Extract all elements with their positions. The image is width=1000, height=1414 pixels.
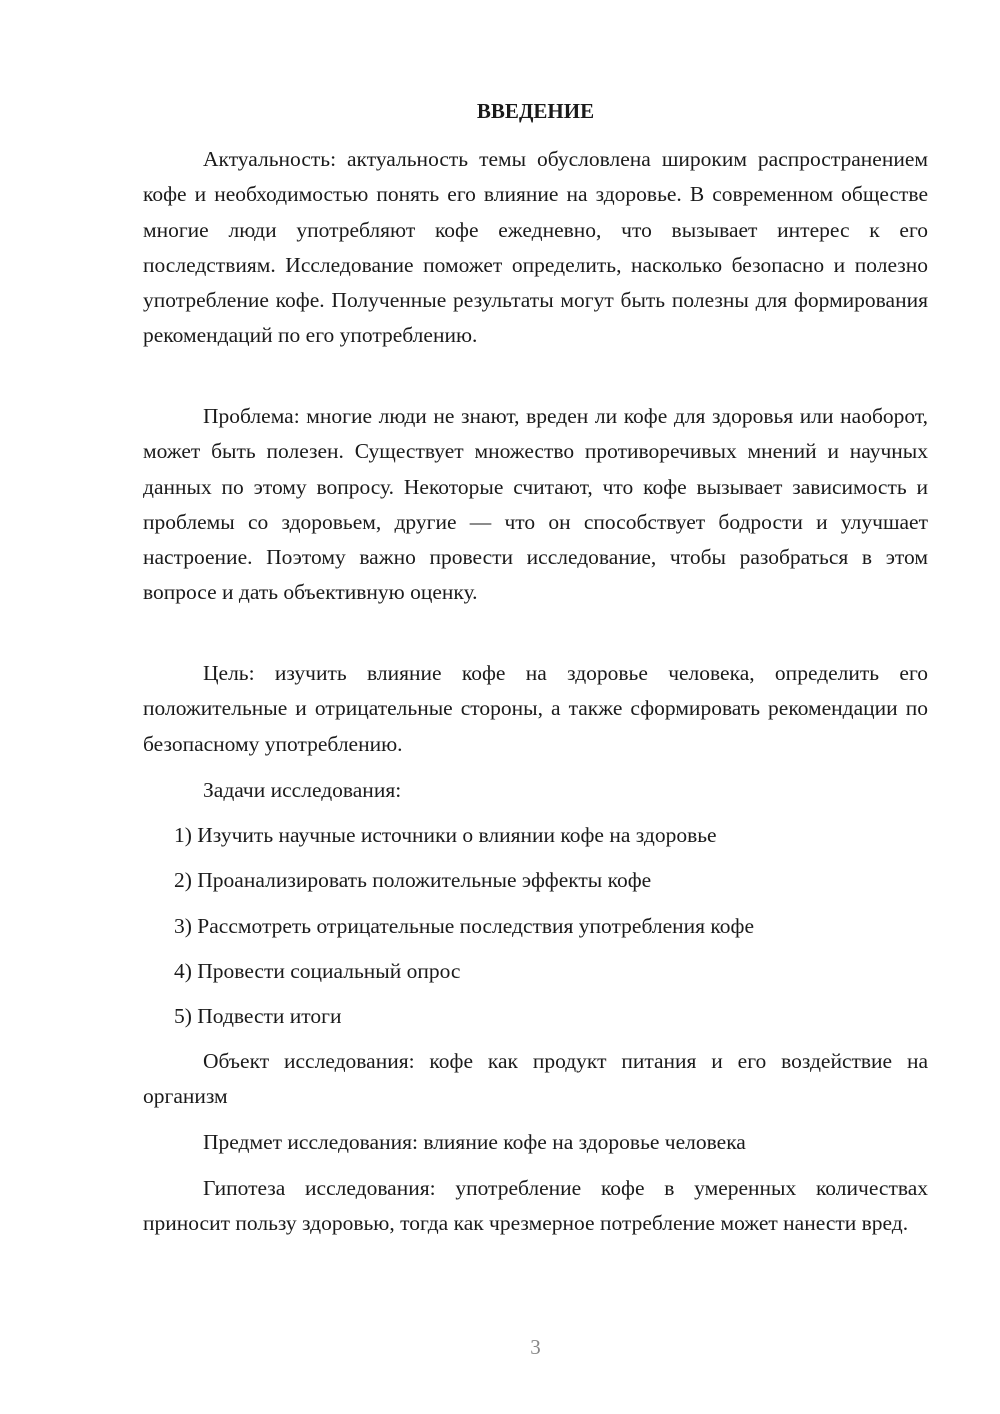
task-item-2: 2) Проанализировать положительные эффекты кофе	[174, 868, 652, 892]
hypothesis-paragraph: Гипотеза исследования: употребление кофе в умеренных количествах приносит пользу здоровью, тогда как чрезмерное потребление может нанести вред.	[143, 1176, 928, 1236]
object-paragraph: Объект исследования: кофе как продукт питания и его воздействие на организм	[143, 1049, 928, 1109]
goal-paragraph: Цель: изучить влияние кофе на здоровье человека, определить его положительные и отрицательные стороны, а также сформировать рекомендации по безопасному употреблению.	[143, 661, 928, 756]
tasks-heading: Задачи исследования:	[203, 778, 402, 802]
page-number: 3	[530, 1335, 541, 1359]
task-item-4: 4) Провести социальный опрос	[174, 959, 461, 983]
task-item-3: 3) Рассмотреть отрицательные последствия употребления кофе	[174, 914, 755, 938]
document-page	[143, 0, 928, 1414]
task-item-5: 5) Подвести итоги	[174, 1004, 342, 1028]
subject-paragraph: Предмет исследования: влияние кофе на здоровье человека	[203, 1130, 746, 1154]
section-heading: ВВЕДЕНИЕ	[476, 99, 595, 123]
relevance-paragraph: Актуальность: актуальность темы обусловлена широким распространением кофе и необходимостью понять его влияние на здоровье. В современном обществе многие люди употребляют кофе ежедневно, что вызывает интерес к его последствиям. Исследование поможет определить, насколько безопасно и полезно употребление кофе. Полученные результаты могут быть полезны для формирования рекомендаций по его употреблению.	[143, 147, 928, 348]
task-item-1: 1) Изучить научные источники о влиянии кофе на здоровье	[174, 823, 717, 847]
problem-paragraph: Проблема: многие люди не знают, вреден ли кофе для здоровья или наоборот, может быть полезен. Существует множество противоречивых мнений и научных данных по этому вопросу. Некоторые считают, что кофе вызывает зависимость и проблемы со здоровьем, другие — что он способствует бодрости и улучшает настроение. Поэтому важно провести исследование, чтобы разобраться в этом вопросе и дать объективную оценку.	[143, 404, 928, 605]
